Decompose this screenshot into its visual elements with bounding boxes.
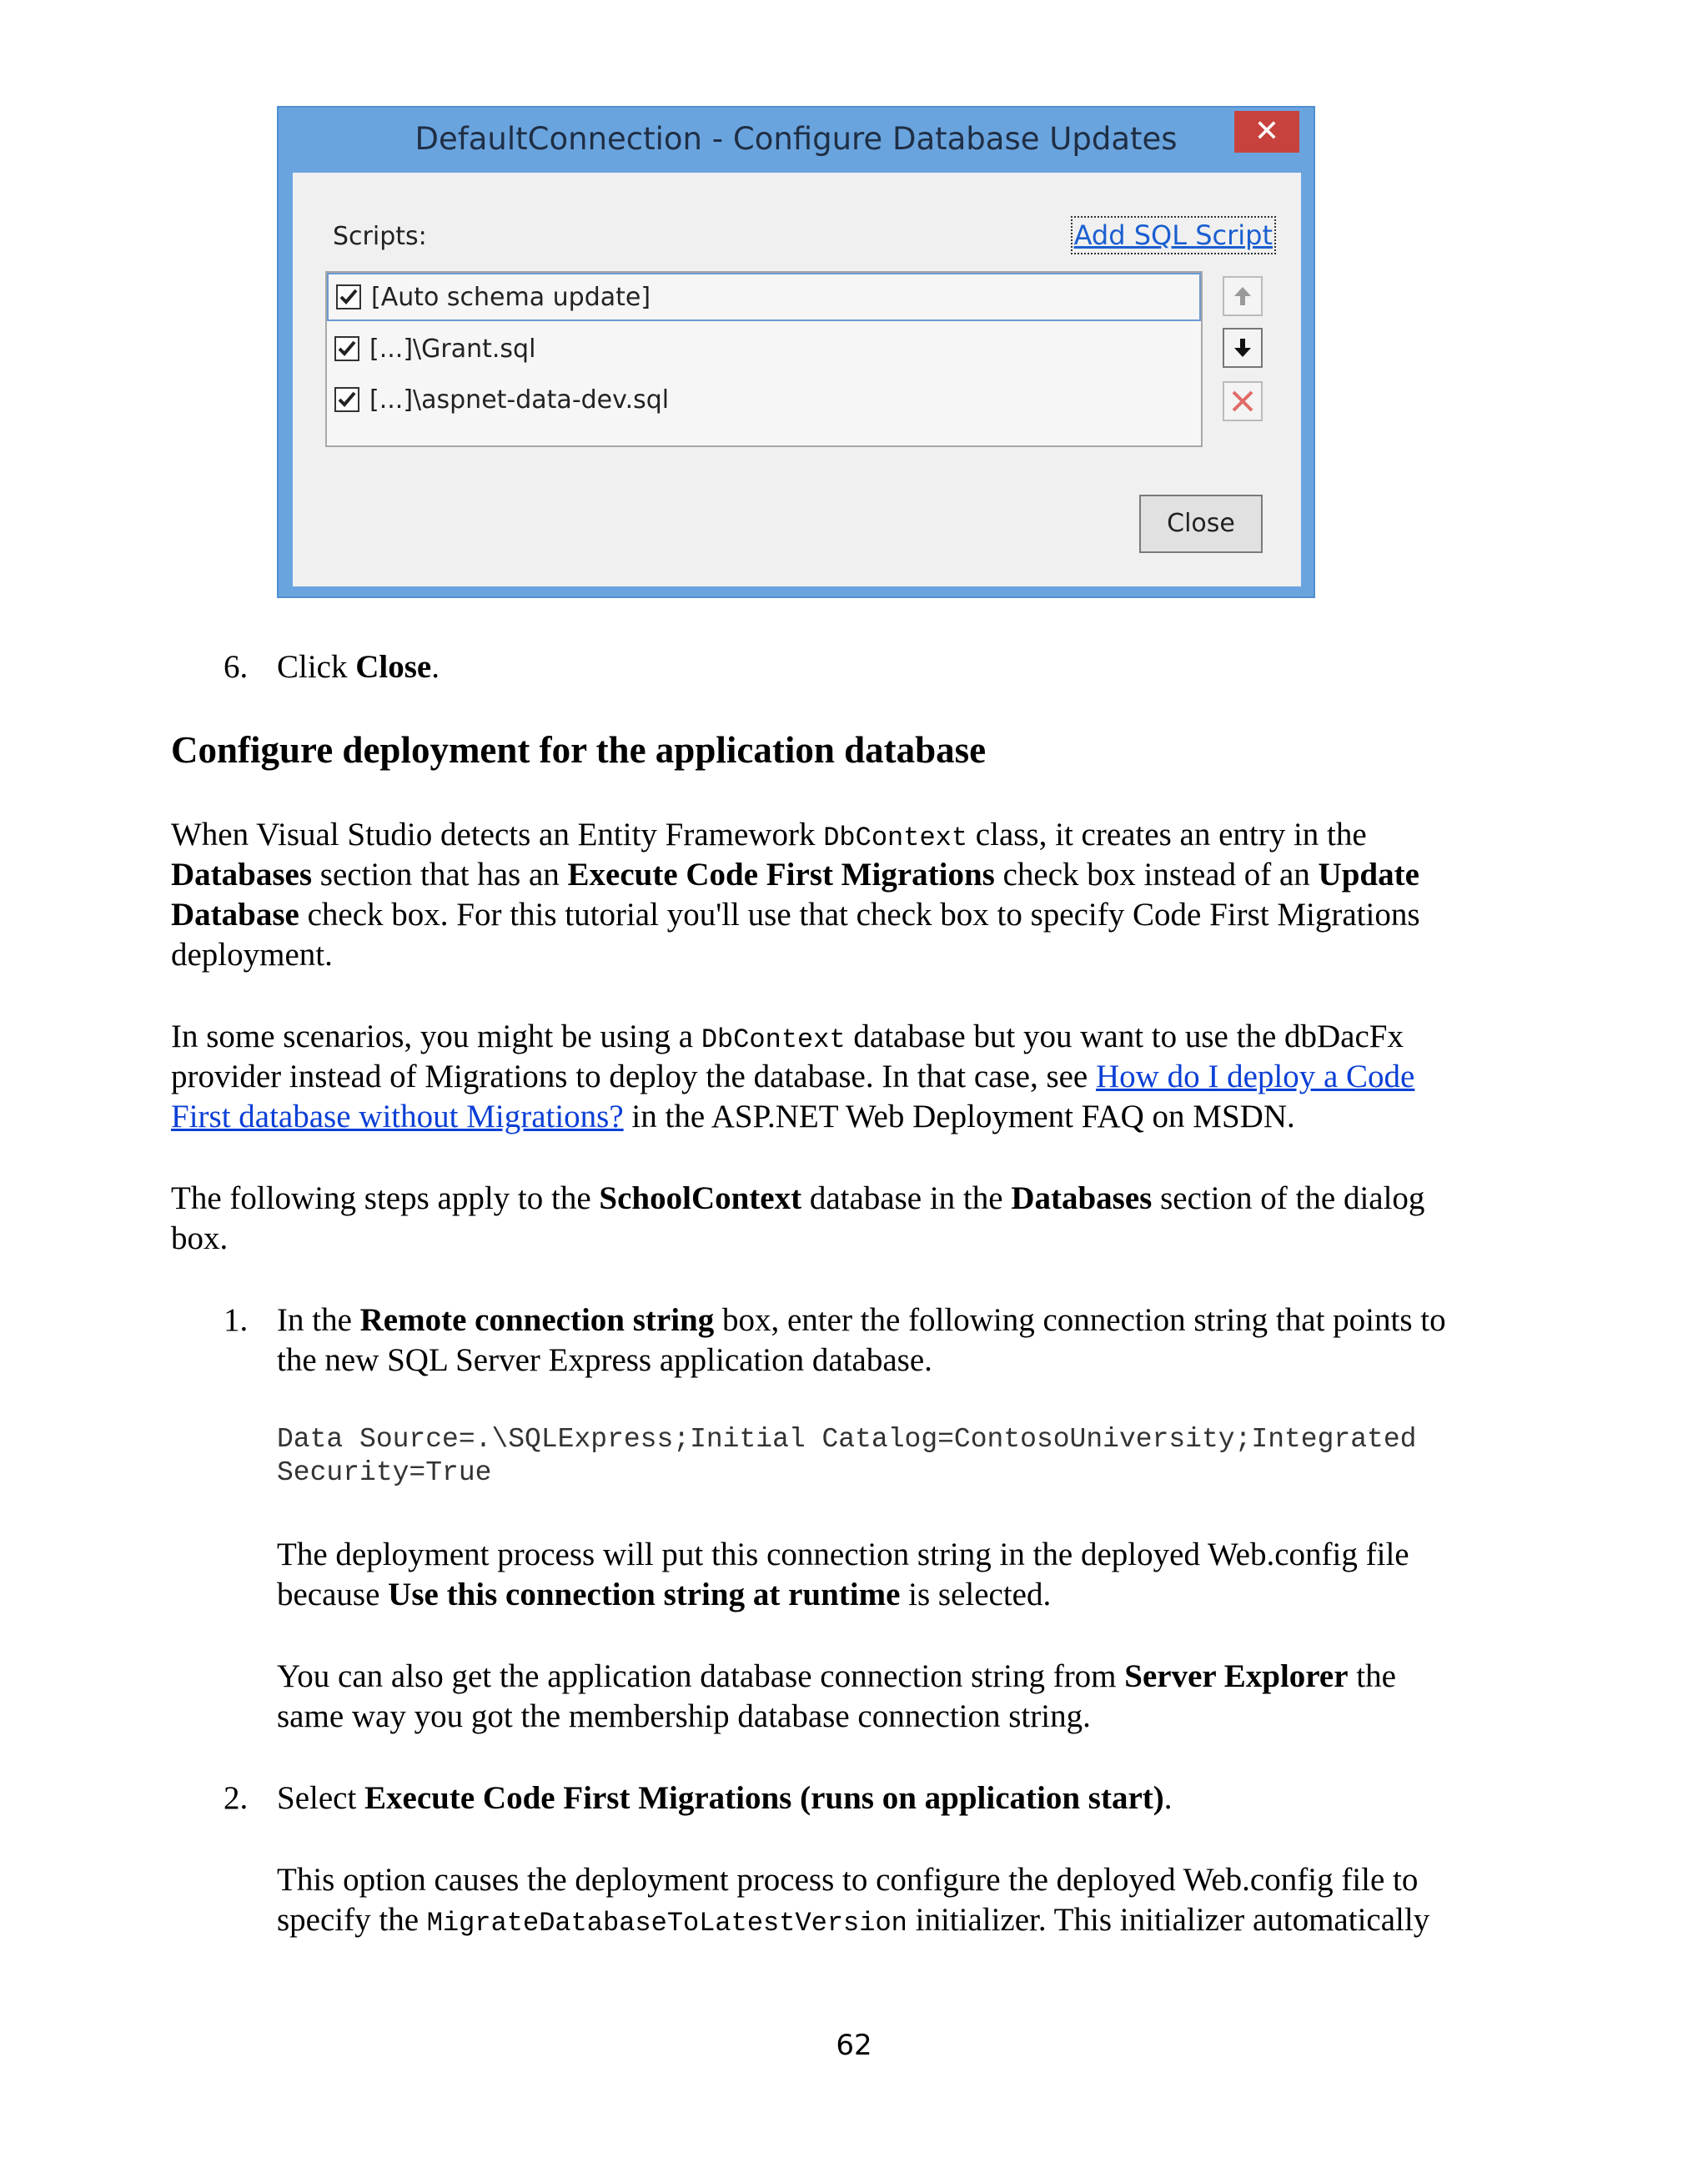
script-checkbox[interactable] <box>334 336 359 361</box>
step-6-text: Click Close. <box>277 649 440 685</box>
scripts-label: Scripts: <box>333 222 427 251</box>
script-row[interactable] <box>327 375 1201 424</box>
script-checkbox[interactable] <box>336 284 361 309</box>
dialog-close-icon[interactable]: ✕ <box>1234 111 1299 153</box>
step-line: In the Remote connection string box, enter the following connection string that points to <box>277 1302 1446 1338</box>
paragraph-line: box. <box>171 1220 229 1256</box>
dialog-title: DefaultConnection - Configure Database Updates <box>414 121 1178 157</box>
dialog-body <box>293 173 1301 586</box>
checkmark-icon <box>339 289 358 305</box>
faq-link[interactable]: How do I deploy a Code <box>1096 1059 1415 1094</box>
paragraph-line: First database without Migrations? in the ASP.NET Web Deployment FAQ on MSDN. <box>171 1099 1295 1134</box>
remove-script-button[interactable] <box>1223 381 1263 421</box>
paragraph-line: provider instead of Migrations to deploy the database. In that case, see How do I deploy a Code <box>171 1059 1415 1094</box>
paragraph-line: Databases section that has an Execute Code First Migrations check box instead of an Update <box>171 857 1419 893</box>
add-sql-script-link[interactable]: Add SQL Script <box>1073 219 1273 251</box>
step-line: The deployment process will put this connection string in the deployed Web.config file <box>277 1537 1409 1572</box>
connection-string-code: Data Source=.\SQLExpress;Initial Catalog=ContosoUniversity;Integrated <box>277 1424 1417 1455</box>
paragraph-line: In some scenarios, you might be using a DbContext database but you want to use the dbDacFx <box>171 1019 1404 1055</box>
step-number: 6. <box>224 649 249 685</box>
arrow-up-icon <box>1233 285 1253 307</box>
paragraph-line: The following steps apply to the SchoolContext database in the Databases section of the dialog <box>171 1180 1425 1216</box>
script-label: [...]\Grant.sql <box>369 334 536 364</box>
step-line: Select Execute Code First Migrations (runs on application start). <box>277 1780 1173 1816</box>
move-down-button[interactable] <box>1223 328 1263 368</box>
scripts-list[interactable] <box>325 271 1203 447</box>
configure-database-updates-dialog <box>277 106 1315 598</box>
step-line: because Use this connection string at runtime is selected. <box>277 1577 1052 1612</box>
delete-x-icon <box>1230 389 1255 414</box>
step-number: 2. <box>224 1780 249 1816</box>
paragraph-line: deployment. <box>171 937 333 973</box>
checkmark-icon <box>338 391 356 408</box>
step-number: 1. <box>224 1302 249 1338</box>
script-label: [Auto schema update] <box>371 282 651 312</box>
script-checkbox[interactable] <box>334 387 359 412</box>
step-line: the new SQL Server Express application database. <box>277 1342 932 1378</box>
section-heading: Configure deployment for the application database <box>171 729 987 771</box>
step-line: same way you got the membership database connection string. <box>277 1698 1091 1734</box>
arrow-down-icon <box>1233 337 1253 359</box>
step-line: You can also get the application database connection string from Server Explorer the <box>277 1658 1396 1694</box>
checkmark-icon <box>338 340 356 357</box>
paragraph-line: When Visual Studio detects an Entity Framework DbContext class, it creates an entry in the <box>171 817 1367 853</box>
script-row[interactable] <box>327 273 1201 321</box>
close-button[interactable]: Close <box>1139 495 1263 553</box>
step-line: specify the MigrateDatabaseToLatestVersion initializer. This initializer automatically <box>277 1902 1430 1939</box>
page-number: 62 <box>836 2029 872 2062</box>
move-up-button[interactable] <box>1223 276 1263 316</box>
script-label: [...]\aspnet-data-dev.sql <box>369 385 670 415</box>
connection-string-code: Security=True <box>277 1457 492 1488</box>
script-row[interactable] <box>327 324 1201 373</box>
step-line: This option causes the deployment process to configure the deployed Web.config file to <box>277 1862 1419 1898</box>
faq-link[interactable]: First database without Migrations? <box>171 1099 624 1134</box>
paragraph-line: Database check box. For this tutorial you'll use that check box to specify Code First Migrations <box>171 897 1420 933</box>
